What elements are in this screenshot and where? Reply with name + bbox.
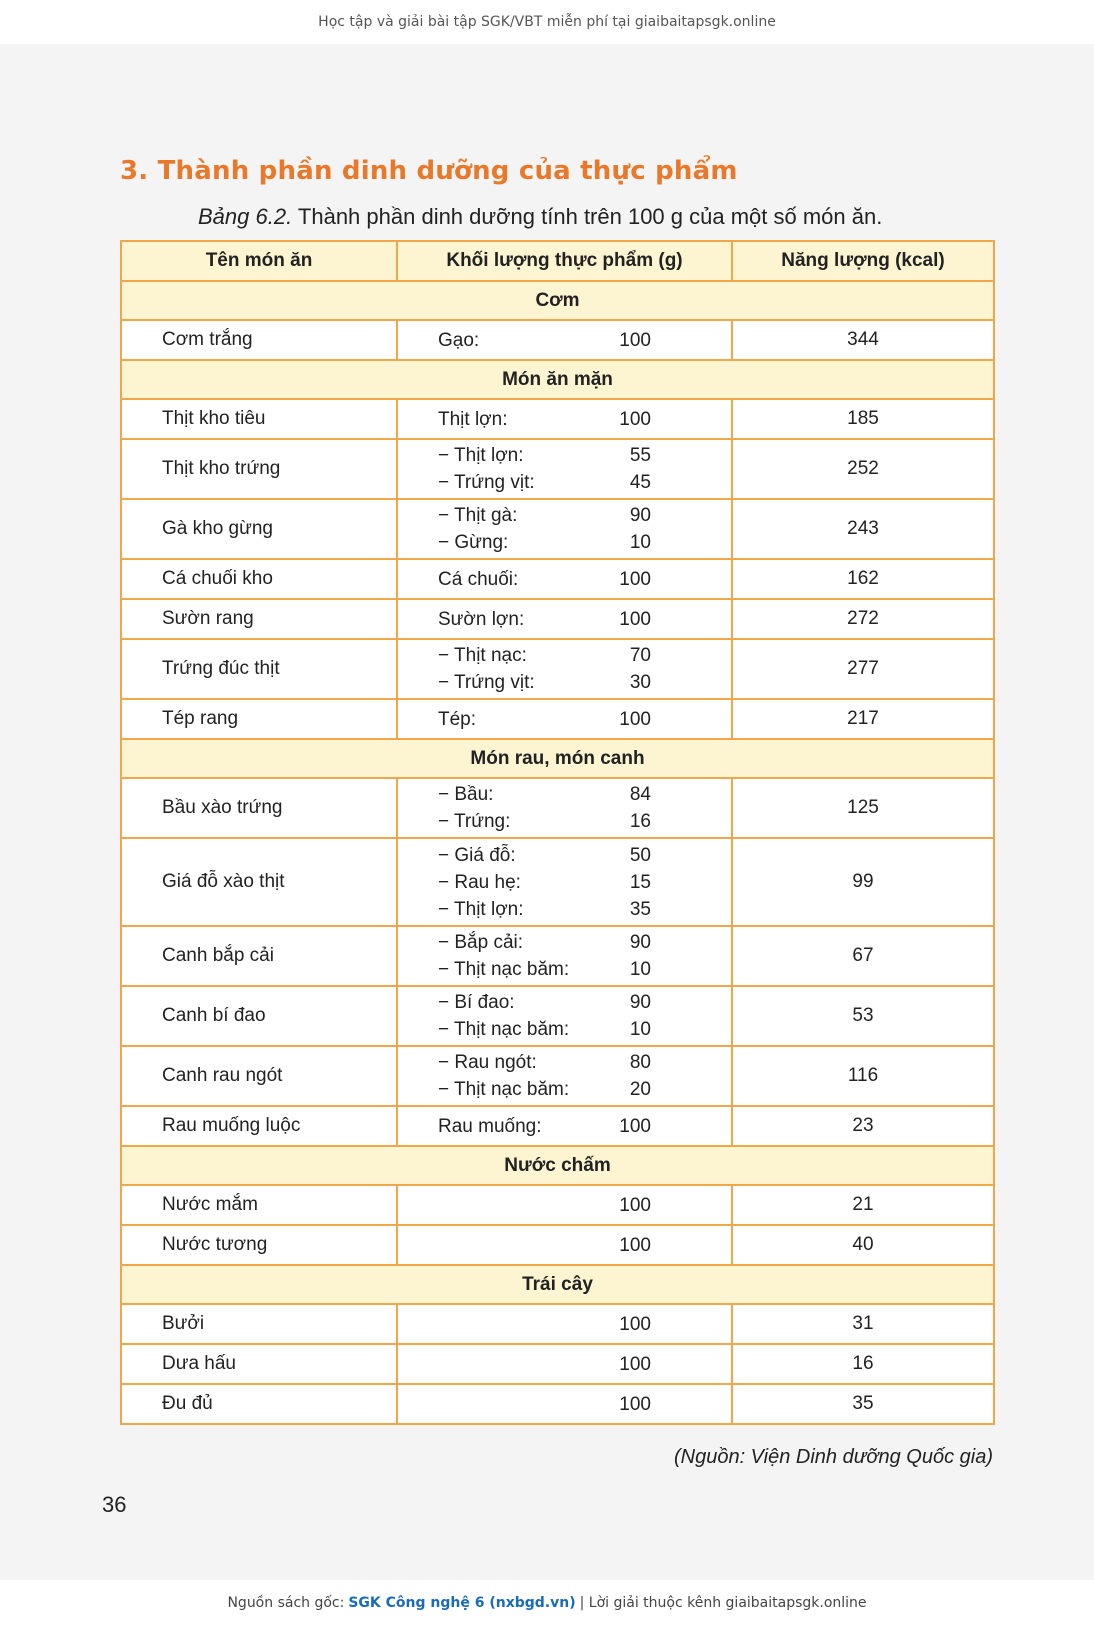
ingredient-line <box>438 566 651 593</box>
ingredient-amount: 100 <box>619 408 651 430</box>
table-row <box>121 1046 994 1106</box>
ingredient-amount: 100 <box>619 1313 651 1335</box>
ingredient-amount: 10 <box>629 532 651 553</box>
dish-name: Tép rang <box>121 699 397 739</box>
ingredient-name: − Thịt lợn: <box>438 445 524 466</box>
dish-name: Trứng đúc thịt <box>121 639 397 699</box>
group-title: Trái cây <box>121 1265 994 1304</box>
table-row <box>121 699 994 739</box>
ingredient-line <box>438 406 651 433</box>
table-row <box>121 1225 994 1265</box>
ingredient-amount: 100 <box>619 1393 651 1415</box>
ingredient-line <box>438 669 651 696</box>
ingredient-cell <box>397 838 732 926</box>
ingredient-amount: 50 <box>629 844 651 866</box>
ingredient-amount: 10 <box>629 1019 651 1040</box>
ingredient-cell <box>397 320 732 360</box>
ingredient-line <box>438 327 651 354</box>
ingredient-amount: 100 <box>619 1353 651 1375</box>
ingredient-cell <box>397 1185 732 1225</box>
ingredient-line <box>438 989 651 1016</box>
energy-value: 35 <box>732 1384 994 1424</box>
group-title: Món rau, món canh <box>121 739 994 778</box>
table-row <box>121 499 994 559</box>
footer-suffix: | Lời giải thuộc kênh giaibaitapsgk.online <box>579 1595 867 1611</box>
dish-name: Sườn rang <box>121 599 397 639</box>
top-banner <box>0 0 1094 44</box>
ingredient-cell <box>397 986 732 1046</box>
table-caption <box>198 204 882 230</box>
footer-prefix: Nguồn sách gốc: <box>227 1595 345 1611</box>
dish-name: Nước tương <box>121 1225 397 1265</box>
textbook-page <box>0 44 1094 1580</box>
table-row <box>121 320 994 360</box>
ingredient-line <box>438 956 651 983</box>
ingredient-amount: 84 <box>629 784 651 805</box>
page-number: 36 <box>102 1492 127 1517</box>
ingredient-name: Rau muống: <box>438 1115 542 1137</box>
ingredient-cell <box>397 1384 732 1424</box>
table-row <box>121 778 994 838</box>
ingredient-line <box>438 706 651 733</box>
ingredient-name: − Giá đỗ: <box>438 844 516 866</box>
ingredient-name: − Thịt nạc: <box>438 645 527 666</box>
group-title: Nước chấm <box>121 1146 994 1185</box>
ingredient-amount: 30 <box>629 672 651 693</box>
ingredient-line <box>438 1232 651 1259</box>
ingredient-name: − Thịt gà: <box>438 505 518 526</box>
ingredient-name: − Rau hẹ: <box>438 871 521 893</box>
ingredient-amount: 20 <box>629 1079 651 1100</box>
ingredient-line <box>438 842 651 869</box>
dish-name: Cá chuối kho <box>121 559 397 599</box>
table-row <box>121 399 994 439</box>
ingredient-amount: 90 <box>629 992 651 1013</box>
group-row <box>121 1146 994 1185</box>
group-row <box>121 739 994 778</box>
energy-value: 185 <box>732 399 994 439</box>
energy-value: 217 <box>732 699 994 739</box>
ingredient-line <box>438 502 651 529</box>
ingredient-line <box>438 642 651 669</box>
header-dish: Tên món ăn <box>121 241 397 281</box>
dish-name: Dưa hấu <box>121 1344 397 1384</box>
ingredient-line <box>438 1016 651 1043</box>
group-row <box>121 281 994 320</box>
ingredient-line <box>438 529 651 556</box>
ingredient-line <box>438 929 651 956</box>
table-body <box>121 281 994 1424</box>
caption-text: Thành phần dinh dưỡng tính trên 100 g của một số món ăn. <box>297 204 883 229</box>
ingredient-name: − Trứng: <box>438 811 511 832</box>
table-row <box>121 599 994 639</box>
ingredient-name: − Bí đao: <box>438 992 515 1013</box>
ingredient-line <box>438 469 651 496</box>
ingredient-name: − Bắp cải: <box>438 932 524 953</box>
table-row <box>121 1185 994 1225</box>
ingredient-name: − Thịt lợn: <box>438 898 524 920</box>
ingredient-cell <box>397 1106 732 1146</box>
ingredient-name: Cá chuối: <box>438 568 519 590</box>
ingredient-line <box>438 1113 651 1140</box>
table-row <box>121 986 994 1046</box>
ingredient-line <box>438 808 651 835</box>
energy-value: 243 <box>732 499 994 559</box>
energy-value: 31 <box>732 1304 994 1344</box>
ingredient-line <box>438 781 651 808</box>
energy-value: 21 <box>732 1185 994 1225</box>
dish-name: Giá đỗ xào thịt <box>121 838 397 926</box>
ingredient-amount: 55 <box>629 445 651 466</box>
dish-name: Đu đủ <box>121 1384 397 1424</box>
ingredient-amount: 100 <box>619 608 651 630</box>
energy-value: 99 <box>732 838 994 926</box>
footer-source-link[interactable]: SGK Công nghệ 6 (nxbgd.vn) <box>348 1595 576 1611</box>
ingredient-amount: 35 <box>629 898 651 920</box>
ingredient-cell <box>397 1304 732 1344</box>
ingredient-amount: 100 <box>619 708 651 730</box>
ingredient-cell <box>397 1344 732 1384</box>
ingredient-amount: 100 <box>619 1194 651 1216</box>
ingredient-name: − Gừng: <box>438 532 509 553</box>
ingredient-line <box>438 1391 651 1418</box>
table-row <box>121 439 994 499</box>
ingredient-cell <box>397 399 732 439</box>
energy-value: 40 <box>732 1225 994 1265</box>
ingredient-cell <box>397 559 732 599</box>
table-row <box>121 1106 994 1146</box>
ingredient-cell <box>397 778 732 838</box>
ingredient-name: − Bầu: <box>438 784 494 805</box>
ingredient-amount: 15 <box>629 871 651 893</box>
dish-name: Gà kho gừng <box>121 499 397 559</box>
ingredient-cell <box>397 699 732 739</box>
bottom-banner <box>0 1580 1094 1626</box>
energy-value: 116 <box>732 1046 994 1106</box>
ingredient-name: − Trứng vịt: <box>438 672 535 693</box>
caption-label: Bảng 6.2. <box>198 204 293 229</box>
table-row <box>121 926 994 986</box>
table-row <box>121 639 994 699</box>
table-row <box>121 1344 994 1384</box>
ingredient-name: − Thịt nạc băm: <box>438 1019 570 1040</box>
ingredient-cell <box>397 639 732 699</box>
top-banner-text: Học tập và giải bài tập SGK/VBT miễn phí tại giaibaitapsgk.online <box>318 14 776 30</box>
table-row <box>121 559 994 599</box>
dish-name: Bưởi <box>121 1304 397 1344</box>
ingredient-name: − Thịt nạc băm: <box>438 959 570 980</box>
ingredient-name: Sườn lợn: <box>438 608 525 630</box>
ingredient-line <box>438 1351 651 1378</box>
ingredient-line <box>438 606 651 633</box>
ingredient-line <box>438 1192 651 1219</box>
dish-name: Nước mắm <box>121 1185 397 1225</box>
energy-value: 277 <box>732 639 994 699</box>
source-note: (Nguồn: Viện Dinh dưỡng Quốc gia) <box>673 1446 993 1468</box>
ingredient-amount: 45 <box>629 472 651 493</box>
energy-value: 53 <box>732 986 994 1046</box>
ingredient-amount: 100 <box>619 329 651 351</box>
ingredient-amount: 16 <box>629 811 651 832</box>
ingredient-amount: 10 <box>629 959 651 980</box>
energy-value: 67 <box>732 926 994 986</box>
header-weight: Khối lượng thực phẩm (g) <box>397 241 732 281</box>
ingredient-amount: 100 <box>619 1234 651 1256</box>
nutrition-table <box>120 240 995 1425</box>
ingredient-line <box>438 1311 651 1338</box>
table-row <box>121 838 994 926</box>
ingredient-amount: 80 <box>629 1052 651 1073</box>
ingredient-amount: 100 <box>619 568 651 590</box>
energy-value: 272 <box>732 599 994 639</box>
energy-value: 125 <box>732 778 994 838</box>
header-energy: Năng lượng (kcal) <box>732 241 994 281</box>
dish-name: Canh bí đao <box>121 986 397 1046</box>
energy-value: 162 <box>732 559 994 599</box>
ingredient-cell <box>397 926 732 986</box>
ingredient-cell <box>397 1046 732 1106</box>
ingredient-line <box>438 896 651 923</box>
dish-name: Canh rau ngót <box>121 1046 397 1106</box>
energy-value: 252 <box>732 439 994 499</box>
ingredient-amount: 90 <box>629 932 651 953</box>
ingredient-line <box>438 869 651 896</box>
ingredient-line <box>438 1076 651 1103</box>
ingredient-amount: 70 <box>629 645 651 666</box>
ingredient-amount: 100 <box>619 1115 651 1137</box>
table-row <box>121 1304 994 1344</box>
energy-value: 23 <box>732 1106 994 1146</box>
ingredient-name: − Rau ngót: <box>438 1052 537 1073</box>
ingredient-name: Tép: <box>438 708 477 730</box>
dish-name: Thịt kho trứng <box>121 439 397 499</box>
table-row <box>121 1384 994 1424</box>
dish-name: Cơm trắng <box>121 320 397 360</box>
group-row <box>121 1265 994 1304</box>
nutrition-table-wrapper <box>120 240 993 1425</box>
dish-name: Thịt kho tiêu <box>121 399 397 439</box>
ingredient-name: − Thịt nạc băm: <box>438 1079 570 1100</box>
energy-value: 16 <box>732 1344 994 1384</box>
ingredient-name: − Trứng vịt: <box>438 472 535 493</box>
group-title: Món ăn mặn <box>121 360 994 399</box>
ingredient-name: Thịt lợn: <box>438 408 508 430</box>
group-row <box>121 360 994 399</box>
ingredient-cell <box>397 599 732 639</box>
ingredient-cell <box>397 1225 732 1265</box>
table-header-row <box>121 241 994 281</box>
energy-value: 344 <box>732 320 994 360</box>
dish-name: Canh bắp cải <box>121 926 397 986</box>
ingredient-line <box>438 442 651 469</box>
dish-name: Rau muống luộc <box>121 1106 397 1146</box>
ingredient-cell <box>397 439 732 499</box>
dish-name: Bầu xào trứng <box>121 778 397 838</box>
group-title: Cơm <box>121 281 994 320</box>
ingredient-name: Gạo: <box>438 329 480 351</box>
section-title: 3. Thành phần dinh dưỡng của thực phẩm <box>120 156 738 186</box>
ingredient-line <box>438 1049 651 1076</box>
ingredient-cell <box>397 499 732 559</box>
ingredient-amount: 90 <box>629 505 651 526</box>
